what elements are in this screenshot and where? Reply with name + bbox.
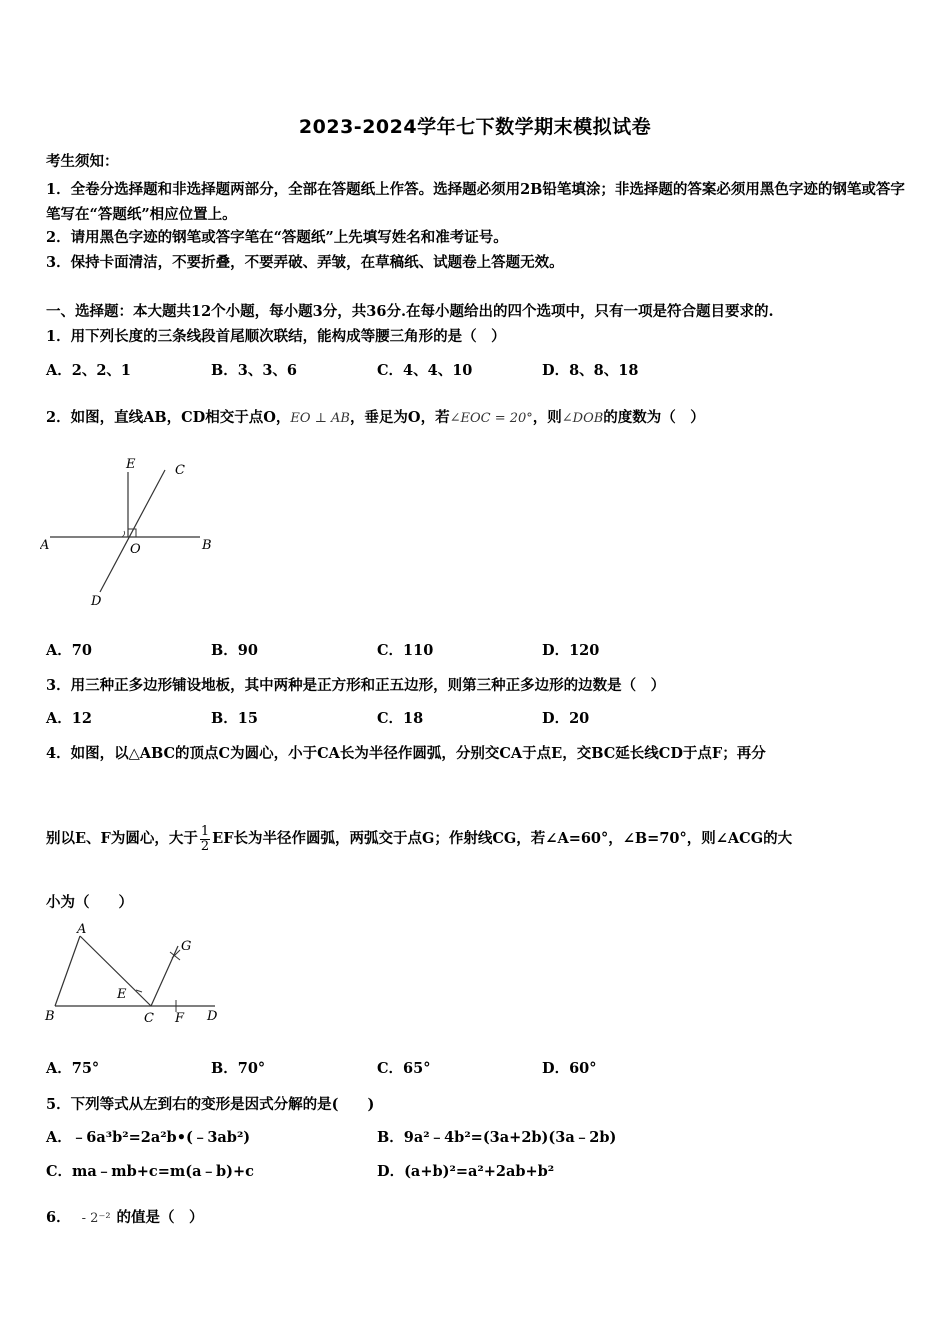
q4-option-c[interactable]: C．65° [377, 1060, 431, 1077]
notice-item-2: 2．请用黑色字迹的钢笔或答字笔在“答题纸”上先填写姓名和准考证号。 [46, 229, 508, 246]
q2-label-d: D [91, 594, 102, 609]
q4-stem-part-a: 别以E、F为圆心，大于 [46, 830, 198, 847]
q2-stem-part-b: ，垂足为O，若 [349, 409, 450, 426]
q4-figure [40, 920, 230, 1030]
q4-label-e: E [117, 987, 127, 1002]
notice-item-3: 3．保持卡面清洁，不要折叠，不要弄破、弄皱，在草稿纸、试题卷上答题无效。 [46, 254, 564, 271]
q6-stem [46, 1208, 204, 1229]
page-title: 2023-2024学年七下数学期末模拟试卷 [298, 116, 652, 138]
q3-option-a[interactable]: A．12 [46, 710, 92, 727]
q4-option-d[interactable]: D．60° [542, 1060, 597, 1077]
q5-stem: 5．下列等式从左到右的变形是因式分解的是( ) [46, 1096, 375, 1113]
q4-option-a[interactable]: A．75° [46, 1060, 100, 1077]
notice-heading: 考生须知： [46, 153, 119, 170]
q6-math-expression: - 2⁻² [81, 1211, 111, 1226]
q1-option-b[interactable]: B．3、3、6 [211, 362, 298, 379]
q6-number: 6． [46, 1209, 71, 1226]
q4-label-c: C [144, 1011, 154, 1026]
q5-option-a[interactable]: A．﹣6a³b²=2a²b•(﹣3ab²) [46, 1129, 251, 1146]
q2-stem-part-d: 的度数为（ ） [603, 409, 705, 426]
q2-label-a: A [40, 538, 50, 553]
q6-stem-text: 的值是（ ） [116, 1209, 204, 1226]
q1-option-a[interactable]: A．2、2、1 [46, 362, 132, 379]
q2-option-b[interactable]: B．90 [211, 642, 258, 659]
q4-option-b[interactable]: B．70° [211, 1060, 266, 1077]
q4-stem-line-2 [46, 822, 792, 856]
q5-option-b[interactable]: B．9a²﹣4b²=(3a+2b)(3a﹣2b) [377, 1129, 617, 1146]
q2-option-a[interactable]: A．70 [46, 642, 92, 659]
q4-label-g: G [181, 939, 192, 954]
q2-option-d[interactable]: D．120 [542, 642, 600, 659]
q4-stem-part-b: EF长为半径作圆弧，两弧交于点G；作射线CG，若∠A=60°，∠B=70°，则∠ACG的大 [212, 830, 793, 847]
q4-fraction-denominator: 2 [200, 838, 210, 854]
q1-option-d[interactable]: D．8、8、18 [542, 362, 639, 379]
q5-option-d[interactable]: D．(a+b)²=a²+2ab+b² [377, 1163, 555, 1180]
q4-fraction-half [200, 825, 210, 854]
q4-fraction-numerator: 1 [200, 823, 210, 839]
q2-stem-part-c: ，则 [532, 409, 562, 426]
q3-option-c[interactable]: C．18 [377, 710, 424, 727]
q4-label-b: B [45, 1009, 55, 1024]
q2-stem [46, 408, 705, 429]
q3-option-b[interactable]: B．15 [211, 710, 258, 727]
q3-stem: 3．用三种正多边形铺设地板，其中两种是正方形和正五边形，则第三种正多边形的边数是（ ） [46, 677, 666, 694]
q2-label-e: E [126, 457, 136, 472]
section-1-heading: 一、选择题：本大题共12个小题，每小题3分，共36分.在每小题给出的四个选项中，只有一项是符合题目要求的. [46, 303, 774, 320]
q3-option-d[interactable]: D．20 [542, 710, 590, 727]
q1-stem: 1．用下列长度的三条线段首尾顺次联结，能构成等腰三角形的是（ ） [46, 328, 506, 345]
q2-label-c: C [175, 463, 185, 478]
q2-math-angle-dob: ∠DOB [561, 411, 604, 426]
q2-option-c[interactable]: C．110 [377, 642, 434, 659]
q5-option-c[interactable]: C．ma﹣mb+c=m(a﹣b)+c [46, 1163, 254, 1180]
q4-label-a: A [77, 922, 87, 937]
q1-option-c[interactable]: C．4、4、10 [377, 362, 473, 379]
q2-label-b: B [202, 538, 212, 553]
q4-stem-line-1: 4．如图，以△ABC的顶点C为圆心，小于CA长为半径作圆弧，分别交CA于点E，交BC延长线CD于点F；再分 [46, 745, 766, 762]
q2-stem-part-a: 2．如图，直线AB，CD相交于点O， [46, 409, 291, 426]
q2-math-perp: EO ⊥ AB [290, 411, 350, 426]
q4-stem-line-3: 小为（ ） [46, 894, 133, 911]
notice-item-1: 1．全卷分选择题和非选择题两部分，全部在答题纸上作答。选择题必须用2B铅笔填涂；非选择题的答案必须用黑色字迹的钢笔或答字笔写在“答题纸”相应位置上。 [46, 181, 905, 223]
q2-math-angle-eoc: ∠EOC = 20° [449, 411, 533, 426]
q2-figure [40, 452, 230, 617]
q4-label-d: D [207, 1009, 218, 1024]
q4-label-f: F [175, 1011, 185, 1026]
q2-label-o: O [130, 542, 141, 557]
